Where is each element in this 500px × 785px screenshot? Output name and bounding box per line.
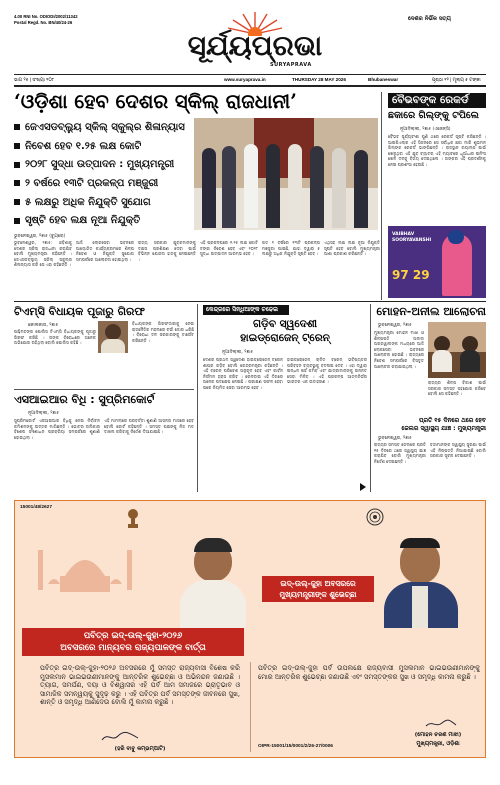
tmc-byline: କୋଲକାତା, ୨୭ା୫ xyxy=(28,323,59,328)
cricket-headline-line2: ଛକାରେ ଗିଲ୍‌ଙ୍କୁ ଟପିଲେ xyxy=(388,110,479,121)
list-item: ୨୦୨୮ ସୁଦ୍ଧା ଉତ୍ପାଦନ : ମୁଖ୍ୟମନ୍ତ୍ରୀ xyxy=(14,155,192,174)
ad-code-left: 15001/48/2627 xyxy=(20,505,53,510)
left-banner-line1: ପବିତ୍ର ଇଦ୍-ଉଲ୍-ଜୁହା-୨୦୨୬ xyxy=(83,631,183,641)
photo-stat: 97 29 xyxy=(392,268,430,282)
lead-headline: ‘ଓଡ଼ିଶା ହେବ ଦେଶର ସ୍କିଲ୍ ରାଜଧାନୀ’ xyxy=(14,90,297,113)
mohan-body-col-2: ରାଜ୍ୟର ଶିଳ୍ପ ବିକାଶ ପାଇଁ ସରକାର ସମସ୍ତ ସହଯୋଗ କରିବେ ବୋଲି ସେ କହିଛନ୍ତି । xyxy=(428,380,486,397)
bullet-square-icon xyxy=(14,162,20,168)
tmc-photo xyxy=(98,321,128,353)
right-message: ପବିତ୍ର ଇଦ୍-ଉଲ୍-ଜୁହା ପର୍ବ ଉପଲକ୍ଷେ ରାଜ୍ୟବାସୀ ମୁସଲମାନ ଭାଇଭଉଣୀମାନଙ୍କୁ ମୋର ଆନ୍ତରିକ ଶୁଭେଚ୍ଛା ଜଣାଉଛି ଏବଂ ସମସ୍ତଙ୍କର ସୁଖ ଓ ସମୃଦ୍ଧି କାମନା କରୁଛି । xyxy=(258,664,480,681)
list-item: ସୃଷ୍ଟି ହେବ ଲକ୍ଷ ନୂଆ ନିଯୁକ୍ତି xyxy=(14,211,192,230)
lead-body-col-3: ରାଜ୍ୟ ସରକାର ଯୁବକମାନଙ୍କୁ ଦକ୍ଷତା ପ୍ରଶିକ୍ଷଣ ଦେବା ପାଇଁ ବିଭିନ୍ନ ଯୋଜନା ହାତକୁ ନେଇଛନ୍ତି । xyxy=(138,240,196,262)
cm-sign-name: (ମୋହନ ଚରଣ ମାଝୀ) xyxy=(414,732,462,738)
vertical-divider-mohan xyxy=(370,304,371,492)
jail-body-col-2: ବନ୍ଦୀମାନଙ୍କ ସ୍ୱାସ୍ଥ୍ୟ ସୁରକ୍ଷା ପାଇଁ ଏହି ନିଷ୍ପତ୍ତି ନିଆଯାଇଛି ବୋଲି ସରକାର ସୂଚନା ଦେଇଛନ୍ତି । xyxy=(430,442,486,459)
ad-vertical-divider xyxy=(250,662,251,752)
list-item: ୫ ଲକ୍ଷରୁ ଅଧିକ ନିଯୁକ୍ତି ସୁଯୋଗ xyxy=(14,193,192,212)
mohan-body-col-1: ମୁଖ୍ୟମନ୍ତ୍ରୀ ମୋହନ ମାଝୀ ଓ ଶିଳ୍ପପତି ଅନୀଲ ଅଗ୍ରୱାଲଙ୍କ ମଧ୍ୟରେ ଆଜି ଲୋକସେବା ଭବନରେ ଆଲୋଚନା ହୋଇଛି । ରାଜ୍ୟରେ ନିବେଶ ସମ୍ପର୍କରେ ବିସ୍ତୃତ ଆଲୋଚନା କରାଯାଇଥିଲା । xyxy=(374,330,424,369)
bullet-square-icon xyxy=(14,124,20,130)
vertical-divider-right xyxy=(381,92,382,300)
issue-date: THURSDAY 28 MAY 2026 xyxy=(292,77,346,82)
sir-byline: ନୂଆଦିଲ୍ଲୀ, ୨୭ା୫ xyxy=(28,411,60,416)
newspaper-title: ସୂର୍ଯ୍ୟପ୍ରଭା xyxy=(187,29,323,62)
governor-sign-name: (ହରି ବାବୁ କମ୍ଭମ୍ପାଟି) xyxy=(114,746,166,752)
left-banner-line2: ଅବସରରେ ମାନ୍ୟବର ରାଜ୍ୟପାଳଙ୍କ ବାର୍ତ୍ତା xyxy=(60,643,206,653)
lead-body-col-4: ଏହି ପ୍ରକଳ୍ପରେ ୧.୨୫ ଲକ୍ଷ କୋଟି ଟଙ୍କା ନିବେଶ ହେବ ଏବଂ ୨୦୨୮ ସୁଦ୍ଧା ଉତ୍ପାଦନ ଆରମ୍ଭ ହେବ । xyxy=(200,240,258,257)
postal-reg-number: Postal Regd. No. BN/40/24-26 xyxy=(14,20,73,25)
lead-body-col-5: ଗତ ୨ ବର୍ଷରେ ୧୩ଟି ପ୍ରକଳ୍ପ ମଞ୍ଜୁରୀ ପାଇଛି, ଯାହା ଦ୍ୱାରା ୫ ଲକ୍ଷରୁ ଅଧିକ ନିଯୁକ୍ତି ସୃଷ୍ଟି ହେବ । xyxy=(262,240,320,257)
train-headline-line1: ଗଡ଼ିବ ସ୍ୱଦେଶୀ xyxy=(252,318,318,330)
train-byline: ନୂଆଦିଲ୍ଲୀ, ୨୭ା୫ xyxy=(222,350,254,355)
tmc-body-col-2: ବିଧାୟକଙ୍କ ଗିରଫଦାରୀକୁ ନେଇ ରାଜନୈତିକ ମହଲରେ ଚର୍ଚ୍ଚା ଜୋର ଧରିଛି । ବିରୋଧୀ ଦଳ ସରକାରଙ୍କୁ ଟାର୍ଗେଟ କରିଛନ୍ତି । xyxy=(132,321,194,343)
lead-bullet-list xyxy=(14,118,192,230)
bullet-square-icon xyxy=(14,180,20,186)
train-body-col-1: ଦେଶର ପ୍ରଥମ ସ୍ୱଦେଶୀ ହାଇଡ୍ରୋଜେନ୍ ଟ୍ରେନ୍ ଶୀଘ୍ର ଗଡ଼ିବ ବୋଲି କେନ୍ଦ୍ରମନ୍ତ୍ରୀ କହିଛନ୍ତି । ଏହି ଟ୍ରେନ୍ ପରିବେଶ ଅନୁକୂଳ ହେବ ଏବଂ କାର୍ବନ ନିର୍ଗମନ ହ୍ରାସ କରିବ । ରେଳବାଇ ଏହି ଦିଗରେ ଅନେକ ପଦକ୍ଷେପ ନେଇଛି । ପରୀକ୍ଷଣ ସଫଳ ହେବା ପରେ ନିୟମିତ ସେବା ଆରମ୍ଭ ହେବ । xyxy=(203,357,283,390)
tmc-headline: ଟିଏମ୍‌ସି ବିଧାୟକ ପୂଜାରୁ ଗିରଫ xyxy=(14,305,145,318)
odisha-seal-icon xyxy=(366,508,384,526)
mohan-headline: ମୋହନ-ଅନୀଲ ଆଲୋଚନା xyxy=(376,305,486,318)
bullet-square-icon xyxy=(14,143,20,149)
mohan-byline: ଭୁବନେଶ୍ୱର, ୨୭ା୫ xyxy=(378,323,412,328)
masthead-logo xyxy=(150,10,360,70)
cricket-headline-line1: ବୈଭବଙ୍କ ରେକର୍ଡ xyxy=(392,94,469,106)
right-banner-line1: ଇଦ୍-ଉଲ୍-ଜୁହା ଅବସରରେ xyxy=(280,579,356,588)
masthead-rule-top xyxy=(14,74,486,75)
train-body-col-2: ହାଇଡ୍ରୋଜେନ୍ ଚାଳିତ ଟ୍ରେନ୍ ଭବିଷ୍ୟତର ପରିବହନ ବ୍ୟବସ୍ଥାକୁ ବଦଳାଇ ଦେବ । ଏହା ଦ୍ୱାରା ଇନ୍ଧନ ଖର୍ଚ୍ଚ କମିବ ଏବଂ ଯାତ୍ରୀମାନଙ୍କୁ ଉନ୍ନତ ସେବା ମିଳିବ । ଏହି ପ୍ରକଳ୍ପ ଆତ୍ମନିର୍ଭର ଭାରତର ଏକ ଉଦାହରଣ । xyxy=(287,357,367,385)
right-banner-line2: ମୁଖ୍ୟମନ୍ତ୍ରୀଙ୍କ ଶୁଭେଚ୍ଛା xyxy=(279,590,357,599)
jail-body-col-1: ରାଜ୍ୟର ସମସ୍ତ ଜେଲରେ ପ୍ରତି ୧୫ ଦିନରେ ଥରେ ସ୍ୱାସ୍ଥ୍ୟ ଯାଞ୍ଚ କରାଯିବ ବୋଲି ମୁଖ୍ୟମନ୍ତ୍ରୀ ନିର୍ଦ୍ଦେଶ ଦେଇଛନ୍ତି । xyxy=(374,442,426,464)
newspaper-title-latin: SURYAPRAVA xyxy=(270,62,312,68)
sir-headline: ଏସଆଇଆର ବିଧି : ସୁପ୍ରିମକୋର୍ଟ xyxy=(14,393,155,406)
bullet-square-icon xyxy=(14,199,20,205)
sir-body-col-2: ଏହି ମାମଲାରେ ପରବର୍ତ୍ତୀ ଶୁଣାଣି ଆସନ୍ତା ମାସରେ ହେବ ବୋଲି କୋର୍ଟ କହିଛନ୍ତି । ସମସ୍ତ ପକ୍ଷଙ୍କୁ ନିଜ ମତ ଦାଖଲ କରିବାକୁ ନିର୍ଦ୍ଦେଶ ଦିଆଯାଇଛି । xyxy=(104,418,194,435)
lead-byline: ଭୁବନେଶ୍ୱର, ୨୭ା୫ (ବ୍ୟୁରୋ) xyxy=(14,234,66,239)
cm-sign-title: ମୁଖ୍ୟମନ୍ତ୍ରୀ, ଓଡ଼ିଶା xyxy=(416,741,460,747)
photo-label: VAIBHAV SOORYAVANSHI xyxy=(392,232,432,243)
left-message: ପବିତ୍ର ଇଦ୍-ଉଲ୍-ଜୁହା-୨୦୨୬ ଅବସରରେ ମୁଁ ସମସ୍ତ ରାଜ୍ୟବାସୀ ବିଶେଷ କରି ମୁସଲମାନ ଭାଇଭଉଣୀମାନଙ୍କୁ ଆନ୍ତରିକ ଶୁଭେଚ୍ଛା ଓ ଅଭିନନ୍ଦନ ଜଣାଉଛି । ତ୍ୟାଗ, ସମର୍ପଣ, ଦୟା ଓ ବିଶ୍ୱାସର ଏହି ପର୍ବ ଆମ ସମାଜରେ ଭ୍ରାତୃଭାବ ଓ ସାମାଜିକ ସମନ୍ୱୟକୁ ସୁଦୃଢ଼ କରୁ । ଏହି ପବିତ୍ର ପର୍ବ ସମସ୍ତଙ୍କ ଜୀବନରେ ସୁଖ, ଶାନ୍ତି ଓ ସମୃଦ୍ଧି ଆଣିଦେଉ ବୋଲି ମୁଁ କାମନା କରୁଛି । xyxy=(40,664,240,707)
cm-signature-icon xyxy=(424,718,458,730)
lead-body-col-2: ଆଜି ଲୋକସେବା ଭବନରେ ଆୟୋଜିତ କାର୍ଯ୍ୟକ୍ରମରେ ଶିଳ୍ପ ନିବେଶ ଓ ନିଯୁକ୍ତି ସୁଯୋଗ ସମ୍ପର୍କରେ ଆଲୋଚନା ହୋଇଥିଲା । xyxy=(76,240,134,262)
mohan-photo xyxy=(428,322,486,378)
reg-number: 4.00 RNI No. ODIODI/2002/11342 xyxy=(14,14,78,19)
issue-number: ଭାଗ ୨୫ | ସଂଖ୍ୟା ୧୦୮ xyxy=(14,77,55,82)
cricket-body: ବୈଭବ ସୂର୍ଯ୍ୟବଂଶୀ ପୁଣି ଥରେ ରେକର୍ଡ ସୃଷ୍ଟି କରିଛନ୍ତି । ଆଇପିଏଲ୍‌ର ଏହି ସିଜନରେ ସେ ସର୍ବାଧିକ ଛକା ମାରି ଶୁଭମନ ଗିଲ୍‌ଙ୍କ ରେକର୍ଡ ଭାଙ୍ଗିଛନ୍ତି । ରାଜସ୍ଥାନ ରୟାଲ୍ସ ପାଇଁ ଖେଳୁଥିବା ଏହି ଯୁବ ବ୍ୟାଟର୍ ଏହି ମ୍ୟାଚରେ ଧୂଆଁଧାର ଇନିଂସ ଖେଳି ଦଳକୁ ବିଜୟ ଦେଇଥିଲେ । ତାଙ୍କର ଏହି ପ୍ରଦର୍ଶନକୁ ନେଇ ପ୍ରଶଂସା ହେଉଛି । xyxy=(388,134,486,167)
tmc-body-col-1: ପଶ୍ଚିମବଙ୍ଗ ପୋଲିସ ଟିଏମ୍‌ସି ବିଧାୟକଙ୍କୁ ପୂଜାରୁ ଗିରଫ କରିଛି । ତାଙ୍କ ବିରୋଧରେ ଅନେକ ଅଭିଯୋଗ ରହିଥିଲା ବୋଲି ପୋଲିସ କହିଛି । xyxy=(14,329,96,346)
pages-price: ପୃଷ୍ଠା ୧୨ | ମୂଲ୍ୟ ୫ ଟଙ୍କା xyxy=(432,77,481,82)
sir-body-col-1: ସୁପ୍ରିମକୋର୍ଟ ଏସଆଇଆର ବିଧିକୁ ନେଇ ନିର୍ବାଚନ କମିଶନଙ୍କୁ ଉତ୍ତର ମାଗିଛନ୍ତି । ଭୋଟର ତାଲିକାର ବିଶେଷ ସଂଶୋଧନ ପ୍ରକ୍ରିୟା ସମ୍ପର୍କରେ ଶୁଣାଣି ହୋଇଥିଲା । xyxy=(14,418,100,440)
city: Bhubaneswar xyxy=(368,77,399,82)
emblem-icon xyxy=(126,506,140,530)
oipr-code: OIPR-15001/15/0001/2/26-27/0006 xyxy=(258,744,333,749)
governor-photo xyxy=(176,528,250,628)
list-item: ଜେଏସଡବ୍ଲ୍ୟୁ ସ୍କିଲ୍ ସ୍କୁଲ୍‌ର ଶିଳାନ୍ୟାସ xyxy=(14,118,192,137)
train-kicker: କେନ୍ଦ୍ରରେ ସିନ୍ଧିଆଙ୍କ ଚଢେଇ xyxy=(206,306,278,313)
lead-body-col-1: ଭୁବନେଶ୍ୱର, ୨୭ା୫: ଓଡ଼ିଶାକୁ ଦେଶର ସ୍କିଲ୍ ରାଜଧାନୀ କରାଯିବ ବୋଲି ମୁଖ୍ୟମନ୍ତ୍ରୀ କହିଛନ୍ତି । ଜେଏସଡବ୍ଲ୍ୟୁ ସ୍କିଲ୍ ସ୍କୁଲ୍‌ର ଶିଳାନ୍ୟାସ କରି ସେ ଏହା କହିଛନ୍ତି । xyxy=(14,240,72,268)
jail-headline-line1: ପ୍ରତି ୧୫ ଦିନରେ ଥରେ ହେବ xyxy=(419,417,486,424)
governor-signature-icon xyxy=(100,730,140,744)
jail-headline-line2: ଜେଲର ସ୍ୱାସ୍ଥ୍ୟ ଯାଞ୍ଚ : ମୁଖ୍ୟମନ୍ତ୍ରୀ xyxy=(401,425,486,432)
train-more-arrow-icon xyxy=(360,483,366,491)
bullet-square-icon xyxy=(14,218,20,224)
lead-photo xyxy=(194,118,378,230)
train-headline-line2: ହାଇଡ୍ରୋଜେନ୍ ଟ୍ରେନ୍ xyxy=(240,332,330,344)
vertical-divider-mid xyxy=(197,304,198,492)
website-link[interactable]: www.suryaprava.in xyxy=(224,77,266,82)
section-rule-1 xyxy=(14,301,486,302)
dateline-bar xyxy=(14,76,486,84)
mosque-illustration xyxy=(30,536,140,596)
lead-body-col-6: ଏଥିସହ ଲକ୍ଷ ଲକ୍ଷ ନୂଆ ନିଯୁକ୍ତି ସୃଷ୍ଟି ହେବ ବୋଲି ମୁଖ୍ୟମନ୍ତ୍ରୀ ଆଶା ପ୍ରକାଶ କରିଛନ୍ତି । xyxy=(324,240,380,257)
cm-photo xyxy=(382,530,460,628)
masthead-rule-bottom xyxy=(14,85,486,87)
tagline: ଦେଶର ନିର୍ଭିକ ସତ୍ୟ xyxy=(408,16,451,22)
cricket-byline: ନୂଆଦିଲ୍ଲୀ, ୨୭ା୫ (ଏଜେନ୍ସି) xyxy=(400,127,451,132)
cricket-photo xyxy=(388,226,486,298)
section-rule-sir xyxy=(14,389,194,390)
list-item: ନିବେଶ ହେବ ୧.୨୫ ଲକ୍ଷ କୋଟି xyxy=(14,137,192,156)
jail-byline: ଭୁବନେଶ୍ୱର, ୨୭ା୫ xyxy=(378,436,412,441)
list-item: ୨ ବର୍ଷରେ ୧୩ଟି ପ୍ରକଳ୍ପ ମଞ୍ଜୁରୀ xyxy=(14,174,192,193)
